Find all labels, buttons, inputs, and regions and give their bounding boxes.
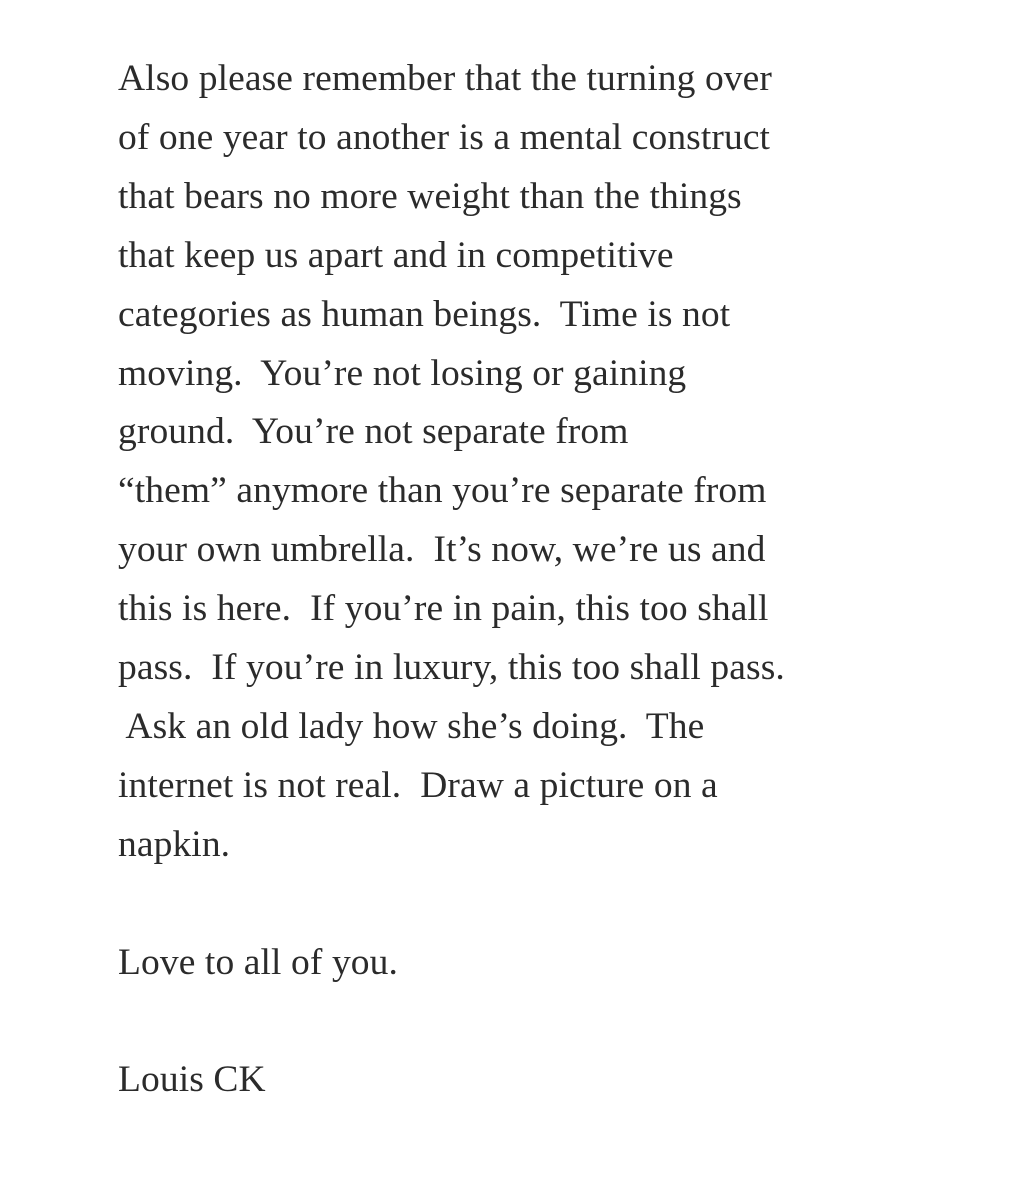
body-line: Ask an old lady how she’s doing. The — [118, 705, 705, 747]
body-line: moving. You’re not losing or gaining — [118, 352, 687, 394]
body-line: this is here. If you’re in pain, this too shall — [118, 588, 769, 630]
body-line: of one year to another is a mental construct — [118, 116, 771, 158]
closing-line: Love to all of you. — [118, 941, 398, 983]
body-line: that keep us apart and in competitive — [118, 234, 674, 276]
paragraph-gap — [118, 992, 938, 1051]
body-line: that bears no more weight than the things — [118, 175, 742, 217]
letter-body — [118, 50, 938, 875]
body-line: Also please remember that the turning over — [118, 58, 772, 99]
signature: Louis CK — [118, 1059, 266, 1101]
paragraph-gap — [118, 875, 938, 934]
body-line: “them” anymore than you’re separate from — [118, 470, 767, 512]
body-line: napkin. — [118, 823, 231, 865]
body-line: pass. If you’re in luxury, this too shall pass. — [118, 647, 785, 689]
body-line: internet is not real. Draw a picture on a — [118, 764, 718, 806]
letter-page — [118, 50, 938, 1110]
body-line: ground. You’re not separate from — [118, 411, 629, 453]
body-line: your own umbrella. It’s now, we’re us and — [118, 529, 766, 571]
body-line: categories as human beings. Time is not — [118, 293, 731, 335]
